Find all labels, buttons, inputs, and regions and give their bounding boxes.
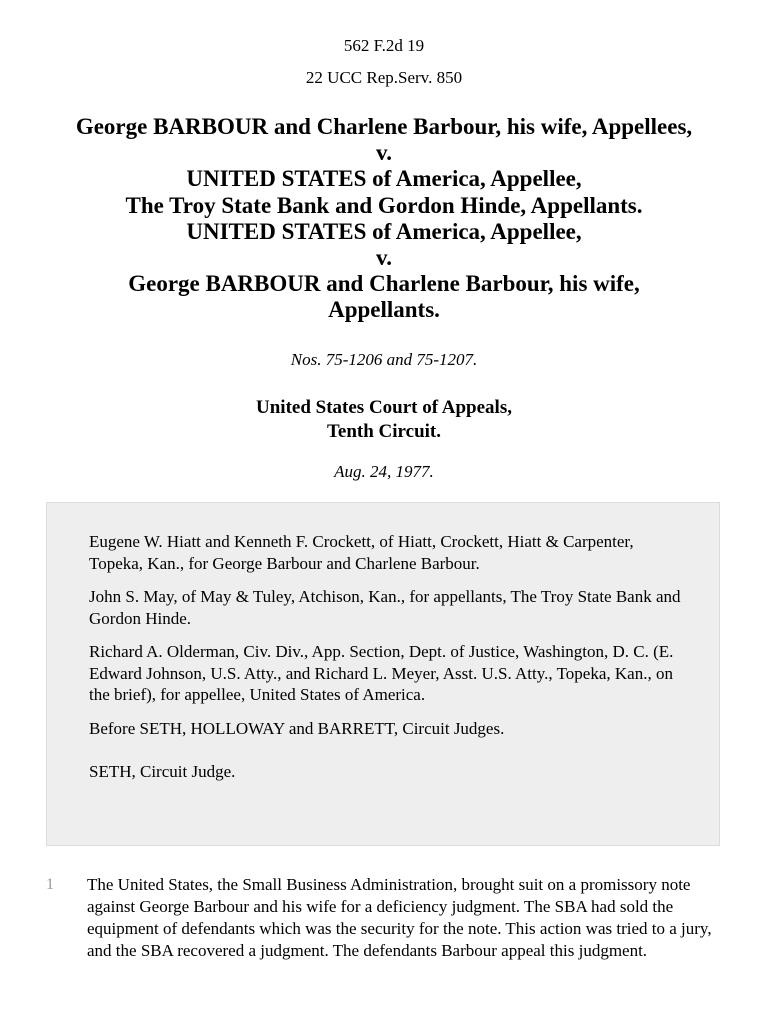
decision-date: Aug. 24, 1977.: [334, 462, 434, 481]
panel-judges: Before SETH, HOLLOWAY and BARRETT, Circuit Judges.: [89, 718, 505, 738]
caption-line: The Troy State Bank and Gordon Hinde, Appellants.: [125, 192, 643, 218]
caption-line: Appellants.: [328, 297, 440, 323]
caption-line: v.: [376, 245, 392, 271]
opinion-paragraph: The United States, the Small Business Administration, brought suit on a promissory note against George Barbour and his wife for a deficiency judgment. The SBA had sold the equipment of defendants which was the security for the note. This action was tried to a jury, and the SBA recovered a judgment. The defendants Barbour appeal this judgment.: [87, 875, 712, 960]
counsel-entry: Eugene W. Hiatt and Kenneth F. Crockett, of Hiatt, Crockett, Hiatt & Carpenter, Topeka, Kan., for George Barbour and Charlene Barbour.: [89, 532, 634, 573]
caption-line: George BARBOUR and Charlene Barbour, his wife, Appellees,: [75, 114, 693, 139]
opinion-author: SETH, Circuit Judge.: [89, 762, 236, 781]
court-name: [0, 396, 768, 444]
court-name-line: United States Court of Appeals,: [256, 397, 512, 418]
caption-line: UNITED STATES of America, Appellee,: [186, 218, 582, 244]
caption-line: UNITED STATES of America, Appellee,: [186, 166, 582, 192]
case-caption: [0, 114, 768, 324]
counsel-entry: John S. May, of May & Tuley, Atchison, Kan., for appellants, The Troy State Bank and Gordon Hinde.: [89, 587, 681, 628]
caption-line: v.: [376, 140, 392, 166]
ucc-citation: 22 UCC Rep.Serv. 850: [305, 68, 463, 87]
court-circuit-line: Tenth Circuit.: [326, 421, 442, 442]
counsel-entry: Richard A. Olderman, Civ. Div., App. Section, Dept. of Justice, Washington, D. C. (E. Edward Johnson, U.S. Atty., and Richard L. Meyer, Asst. U.S. Atty., Topeka, Kan., on the brief), for appellee, United States of America.: [89, 642, 674, 704]
counsel-panel: [46, 502, 720, 846]
caption-line: George BARBOUR and Charlene Barbour, his wife,: [128, 271, 640, 297]
docket-numbers: Nos. 75-1206 and 75-1207.: [290, 350, 478, 369]
paragraph-number: 1: [46, 876, 54, 893]
reporter-citation: 562 F.2d 19: [343, 36, 425, 55]
